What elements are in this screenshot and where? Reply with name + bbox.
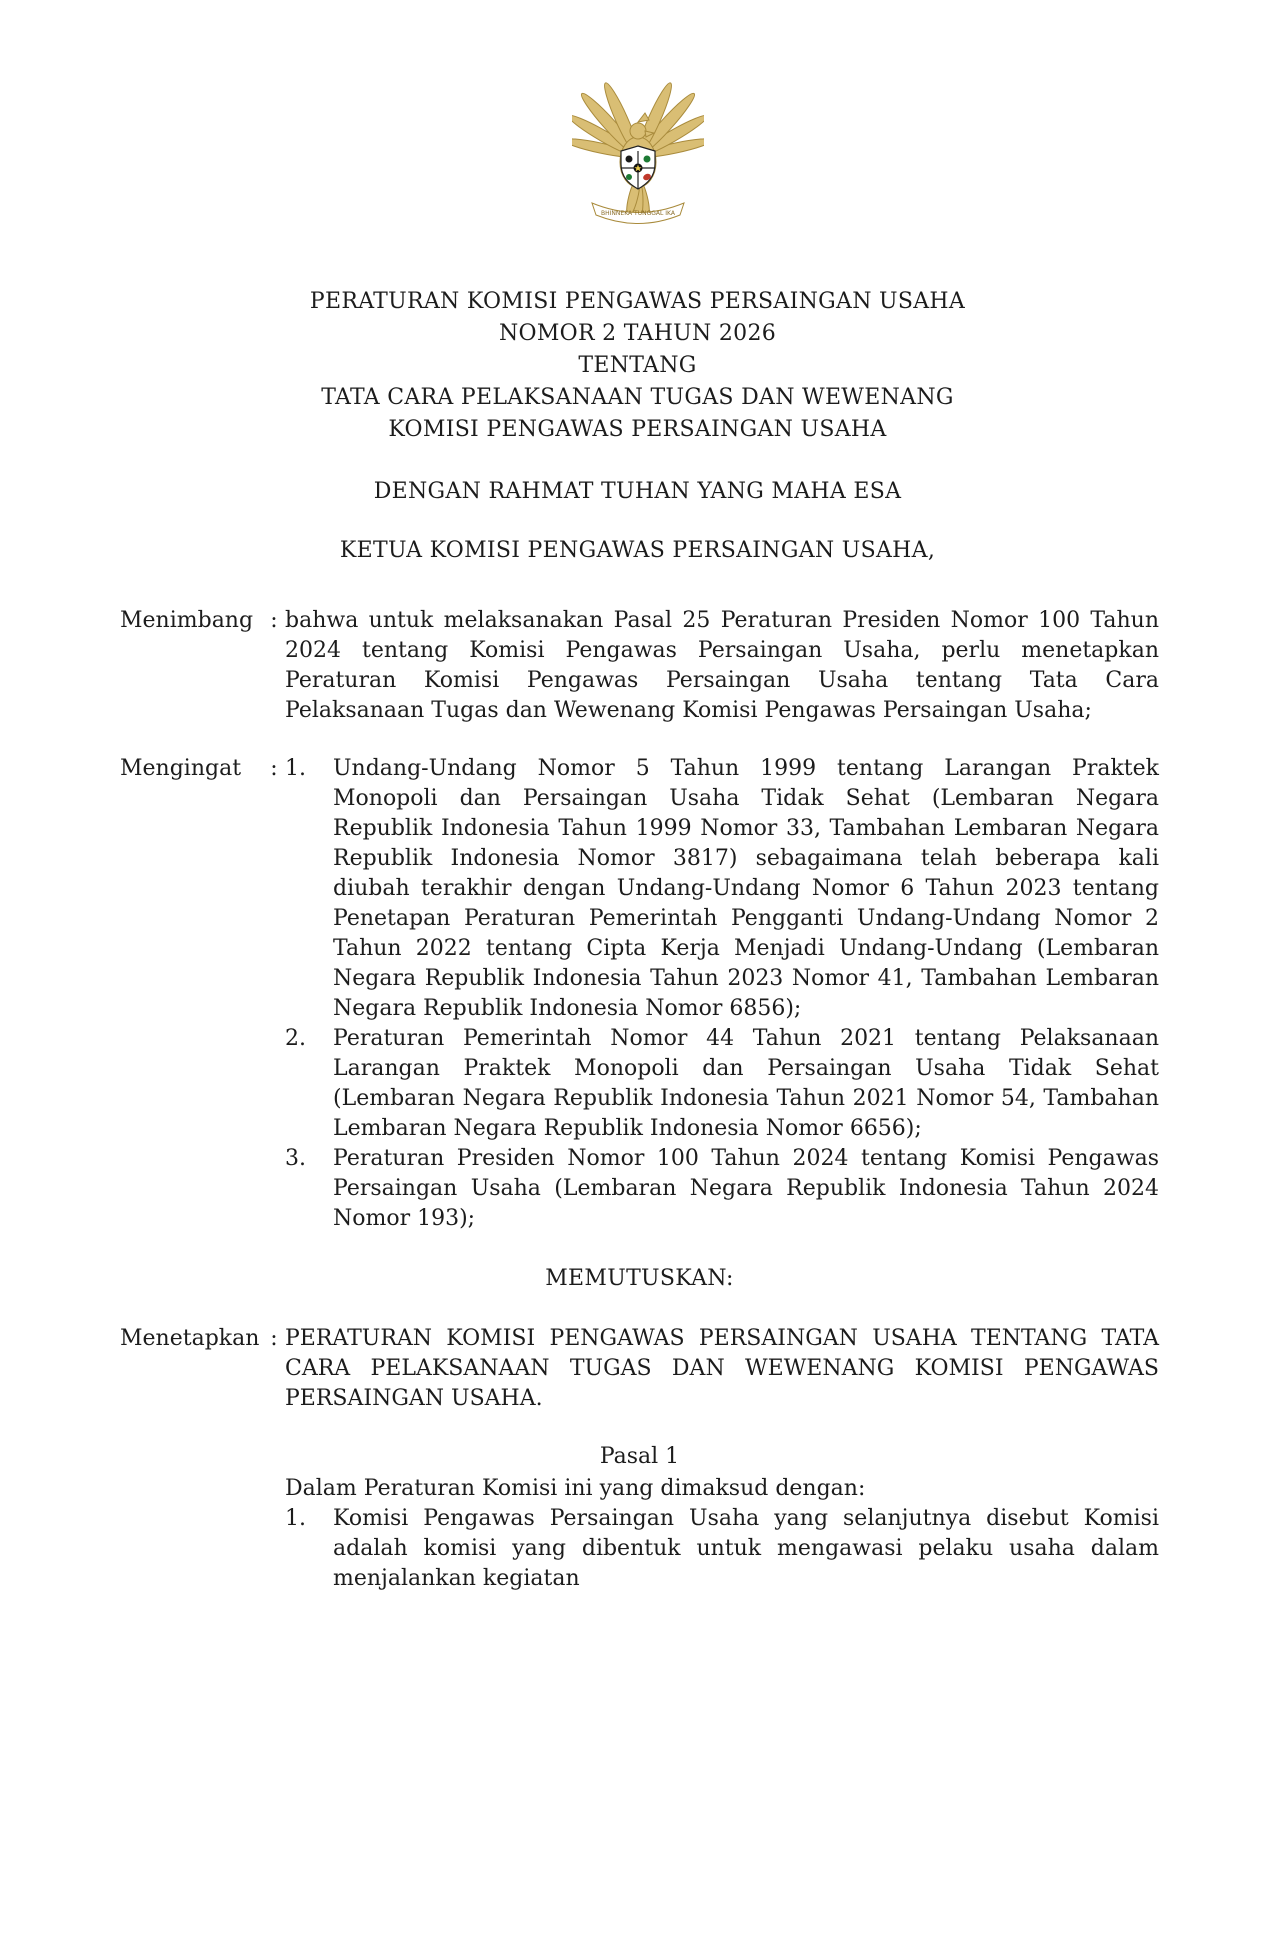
- menimbang-label: Menimbang: [120, 608, 254, 633]
- garuda-pancasila-emblem: [572, 72, 704, 230]
- item-number: 2.: [285, 1026, 306, 1051]
- item-text: Undang-Undang Nomor 5 Tahun 1999 tentang Larangan Praktek Monopoli dan Persaingan Usaha Tidak Sehat (Lembaran Negara Republik Indonesia Tahun 1999 Nomor 33, Tambahan Lembaran Negara Republik Indonesia Nomor 3817) sebagaimana telah beberapa kali diubah terakhir dengan Undang-Undang Nomor 6 Tahun 2023 tentang Penetapan Peraturan Pemerintah Pengganti Undang-Undang Nomor 2 Tahun 2022 tentang Cipta Kerja Menjadi Undang-Undang (Lembaran Negara Republik Indonesia Tahun 2023 Nomor 41, Tambahan Lembaran Negara Republik Indonesia Nomor 6856);: [333, 756, 1159, 1021]
- clause-mengingat: [120, 754, 1159, 1234]
- shield-buffalo-symbol: [625, 156, 632, 163]
- legal-basis-item-3: [285, 1144, 1159, 1234]
- menimbang-text: bahwa untuk melaksanakan Pasal 25 Peraturan Presiden Nomor 100 Tahun 2024 tentang Komisi Pengawas Persaingan Usaha, perlu menetapkan Peraturan Komisi Pengawas Persaingan Usaha tentang Tata Cara Pelaksanaan Tugas dan Wewenang Komisi Pengawas Persaingan Usaha;: [285, 608, 1159, 723]
- title-line-5: KOMISI PENGAWAS PERSAINGAN USAHA: [388, 417, 887, 442]
- definition-item-1: [285, 1504, 1159, 1594]
- mengingat-items: [285, 754, 1159, 1234]
- invocation-line: DENGAN RAHMAT TUHAN YANG MAHA ESA: [373, 479, 902, 504]
- memutuskan-heading: MEMUTUSKAN:: [545, 1266, 734, 1291]
- menimbang-colon: :: [270, 608, 278, 633]
- pasal-1-intro: Dalam Peraturan Komisi ini yang dimaksud dengan:: [285, 1476, 866, 1501]
- pasal-1-section: [120, 1442, 1159, 1594]
- title-line-2: NOMOR 2 TAHUN 2026: [498, 321, 777, 346]
- item-text: Peraturan Presiden Nomor 100 Tahun 2024 tentang Komisi Pengawas Persaingan Usaha (Lembaran Negara Republik Indonesia Tahun 2024 Nomor 193);: [333, 1146, 1159, 1231]
- item-number: 1.: [285, 756, 306, 781]
- menetapkan-text: PERATURAN KOMISI PENGAWAS PERSAINGAN USAHA TENTANG TATA CARA PELAKSANAAN TUGAS DAN WEWENANG KOMISI PENGAWAS PERSAINGAN USAHA.: [285, 1326, 1159, 1411]
- item-number: 3.: [285, 1146, 306, 1171]
- empty-colon-cell: [263, 1474, 285, 1594]
- pasal-1-heading: Pasal 1: [599, 1444, 680, 1469]
- title-line-3: TENTANG: [578, 353, 697, 378]
- clauses-container: [120, 606, 1159, 1594]
- title-line-1: PERATURAN KOMISI PENGAWAS PERSAINGAN USAHA: [309, 289, 966, 314]
- shield-tree-symbol: [643, 156, 650, 163]
- garuda-head: [630, 123, 646, 139]
- document-title: [0, 286, 1275, 446]
- mengingat-colon: :: [270, 756, 278, 781]
- item-text: Komisi Pengawas Persaingan Usaha yang selanjutnya disebut Komisi adalah komisi yang dibentuk untuk mengawasi pelaku usaha dalam menjalankan kegiatan: [333, 1506, 1159, 1591]
- mengingat-label: Mengingat: [120, 756, 242, 781]
- shield-rice-cotton-symbol: [626, 174, 632, 180]
- item-number: 1.: [285, 1506, 306, 1531]
- emblem-container: [0, 0, 1275, 230]
- pasal-1-body: [120, 1474, 1159, 1594]
- menetapkan-colon: :: [270, 1326, 278, 1351]
- pasal-1-content: [285, 1474, 1159, 1594]
- menetapkan-label: Menetapkan: [120, 1326, 260, 1351]
- official-line: KETUA KOMISI PENGAWAS PERSAINGAN USAHA,: [339, 538, 936, 563]
- clause-menimbang: [120, 606, 1159, 726]
- legal-basis-item-1: [285, 754, 1159, 1024]
- empty-label-cell: [120, 1474, 263, 1594]
- motto-text: BHINNEKA TUNGGAL IKA: [600, 210, 675, 217]
- clause-menetapkan: [120, 1324, 1159, 1414]
- title-line-4: TATA CARA PELAKSANAAN TUGAS DAN WEWENANG: [321, 385, 954, 410]
- item-text: Peraturan Pemerintah Nomor 44 Tahun 2021 tentang Pelaksanaan Larangan Praktek Monopoli dan Persaingan Usaha Tidak Sehat (Lembaran Negara Republik Indonesia Tahun 2021 Nomor 54, Tambahan Lembaran Negara Republik Indonesia Nomor 6656);: [333, 1026, 1159, 1141]
- legal-basis-item-2: [285, 1024, 1159, 1144]
